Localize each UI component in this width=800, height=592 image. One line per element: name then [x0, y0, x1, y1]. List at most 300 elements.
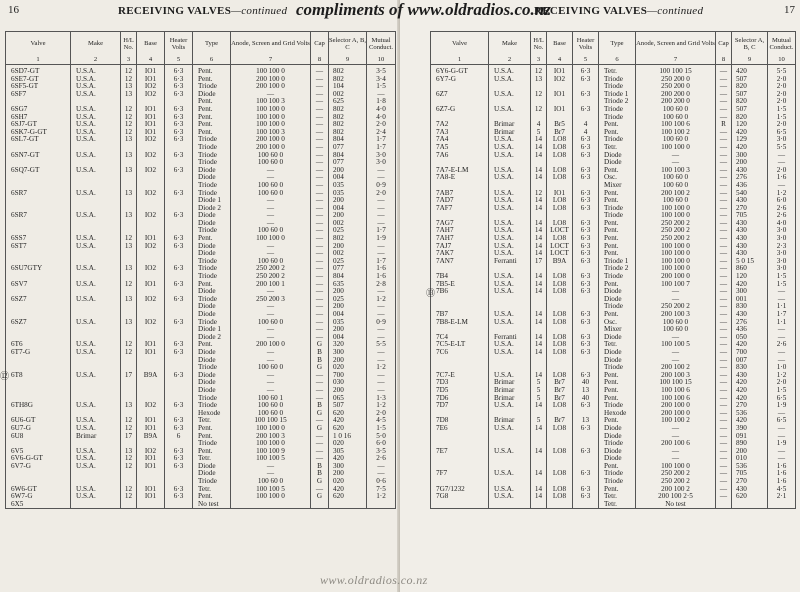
column-number: 7 [231, 55, 311, 65]
table-row [431, 136, 796, 144]
table-row [431, 68, 796, 76]
table-cell: 14 [531, 205, 547, 213]
table-cell: 100 100 9 [231, 448, 311, 456]
table-cell [489, 114, 531, 122]
table-cell: 820 [732, 114, 768, 122]
table-cell: 6·3 [573, 167, 599, 175]
table-cell: 035 [329, 190, 367, 198]
table-cell: 430 [732, 311, 768, 319]
table-cell: 7AN7 [431, 258, 489, 266]
table-cell: — [716, 250, 732, 258]
table-cell [6, 205, 71, 213]
table-cell: 6·3 [573, 486, 599, 494]
table-cell: 12 [121, 68, 137, 76]
table-cell: Pent. [599, 417, 636, 425]
right-margin-marker: ⑬ [426, 288, 436, 298]
table-cell: LO8 [547, 493, 573, 501]
table-cell: 620 [732, 493, 768, 501]
table-cell: — [636, 448, 716, 456]
table-cell: — [716, 91, 732, 99]
table-cell: — [311, 197, 329, 205]
table-cell: 6·3 [573, 425, 599, 433]
table-cell: IO2 [137, 265, 165, 273]
table-cell: Pent. [599, 190, 636, 198]
table-cell: 420 [732, 395, 768, 403]
table-cell: 100 60 0 [231, 364, 311, 372]
table-cell: U.S.A. [489, 319, 531, 327]
table-cell: U.S.A. [71, 493, 121, 501]
table-cell: — [311, 190, 329, 198]
table-cell: 7B6 [431, 288, 489, 296]
table-cell: 6·3 [165, 114, 193, 122]
column-number: 1 [431, 55, 489, 65]
table-cell: 276 [732, 319, 768, 327]
column-header: Valve [6, 32, 71, 56]
table-cell: 420 [732, 68, 768, 76]
table-cell [573, 440, 599, 448]
table-cell: 6·3 [573, 319, 599, 327]
table-cell: 6·3 [165, 243, 193, 251]
table-cell [716, 501, 732, 509]
table-cell: — [311, 440, 329, 448]
table-cell: 300 [329, 349, 367, 357]
table-row [431, 364, 796, 372]
table-cell: — [716, 227, 732, 235]
column-header: Cap [311, 32, 329, 56]
table-cell: IO2 [137, 212, 165, 220]
column-header: Make [71, 32, 121, 56]
table-cell [6, 227, 71, 235]
table-row [431, 334, 796, 342]
table-cell: 5 [531, 417, 547, 425]
table-cell: 200 100 3 [636, 372, 716, 380]
table-cell: 6·0 [367, 440, 396, 448]
table-cell: 200 100 6 [636, 440, 716, 448]
table-cell: Br7 [547, 387, 573, 395]
table-row [431, 159, 796, 167]
table-cell [489, 455, 531, 463]
table-cell: Triode [193, 258, 231, 266]
table-cell [121, 98, 137, 106]
table-cell: 100 100 6 [636, 387, 716, 395]
table-cell: 14 [531, 152, 547, 160]
table-row [431, 281, 796, 289]
table-cell: 12 [121, 106, 137, 114]
table-cell [165, 501, 193, 509]
table-cell: 5 [531, 379, 547, 387]
column-header: Base [137, 32, 165, 56]
table-cell: 13 [531, 76, 547, 84]
table-cell [547, 212, 573, 220]
table-cell: IO2 [137, 448, 165, 456]
table-cell: 13 [121, 152, 137, 160]
table-cell [71, 410, 121, 418]
left-margin-marker: ⑫ [0, 371, 10, 381]
table-cell: 430 [732, 486, 768, 494]
table-cell: 7C6 [431, 349, 489, 357]
table-cell [137, 501, 165, 509]
table-row [6, 250, 396, 258]
table-cell: 6T8 [6, 372, 71, 380]
table-cell: 200 [329, 357, 367, 365]
table-cell: — [716, 265, 732, 273]
table-cell [121, 288, 137, 296]
table-cell: 7G8 [431, 493, 489, 501]
table-cell [531, 265, 547, 273]
table-cell: — [311, 98, 329, 106]
column-number: 2 [71, 55, 121, 65]
table-cell: Tetr. [599, 144, 636, 152]
table-cell: 100 60 0 [231, 319, 311, 327]
table-cell: 14 [531, 273, 547, 281]
table-cell: 6Y6-G-GT [431, 68, 489, 76]
table-cell [489, 364, 531, 372]
table-cell: 1·7 [367, 144, 396, 152]
table-cell: 5 0 15 [732, 258, 768, 266]
table-cell: 0·9 [367, 182, 396, 190]
table-cell: 1·5 [768, 273, 796, 281]
table-cell: Pent. [193, 106, 231, 114]
table-cell: U.S.A. [489, 167, 531, 175]
table-row [431, 319, 796, 327]
table-cell: Triode [599, 478, 636, 486]
table-cell: LO8 [547, 174, 573, 182]
table-cell [137, 144, 165, 152]
table-cell: Pent. [193, 281, 231, 289]
column-header: Selector A, B, C [732, 32, 768, 56]
table-cell: U.S.A. [71, 167, 121, 175]
column-number: 9 [732, 55, 768, 65]
table-cell: Pent. [193, 433, 231, 441]
table-cell: Osc. [599, 319, 636, 327]
table-cell: 1·6 [367, 265, 396, 273]
table-cell: 17 [121, 372, 137, 380]
table-cell: 12 [121, 341, 137, 349]
table-cell: G [311, 425, 329, 433]
table-row [431, 288, 796, 296]
table-cell: 802 [329, 121, 367, 129]
table-cell [431, 182, 489, 190]
table-row [431, 379, 796, 387]
table-cell: 6·3 [573, 311, 599, 319]
table-cell: 4·0 [768, 220, 796, 228]
table-cell: 507 [732, 106, 768, 114]
table-cell: 6SF7 [6, 91, 71, 99]
table-cell: Pent. [599, 129, 636, 137]
table-cell [71, 334, 121, 342]
table-row [6, 296, 396, 304]
column-header: Heater Volts [165, 32, 193, 56]
table-cell: 6·3 [165, 106, 193, 114]
table-cell: 077 [329, 144, 367, 152]
table-cell [137, 379, 165, 387]
table-cell: U.S.A. [489, 190, 531, 198]
table-cell: IO1 [137, 121, 165, 129]
table-cell: 7AK7 [431, 250, 489, 258]
table-cell: 7B8-E-LM [431, 319, 489, 327]
table-cell [6, 326, 71, 334]
table-cell [71, 273, 121, 281]
table-cell [531, 296, 547, 304]
table-cell: LO8 [547, 425, 573, 433]
table-cell: — [716, 402, 732, 410]
column-header: Anode, Screen and Grid Volts [231, 32, 311, 56]
table-cell: LO8 [547, 197, 573, 205]
table-row [6, 440, 396, 448]
table-cell: 6·3 [165, 417, 193, 425]
table-cell: Triode 1 [599, 258, 636, 266]
table-cell: 129 [732, 136, 768, 144]
table-cell: 3·5 [367, 448, 396, 456]
table-cell: Diode [193, 463, 231, 471]
table-cell: Diode [193, 220, 231, 228]
table-cell: 13 [121, 212, 137, 220]
table-cell: Triode [599, 303, 636, 311]
table-cell: — [231, 197, 311, 205]
table-cell [531, 478, 547, 486]
table-cell: — [716, 463, 732, 471]
table-cell: U.S.A. [71, 121, 121, 129]
table-cell: — [367, 326, 396, 334]
table-cell: 507 [329, 402, 367, 410]
table-cell: 6T7-G [6, 349, 71, 357]
table-cell: — [231, 334, 311, 342]
table-cell: — [311, 83, 329, 91]
table-cell: Tetr. [599, 493, 636, 501]
column-number: 5 [573, 55, 599, 65]
table-cell: IO2 [137, 296, 165, 304]
table-cell: — [311, 273, 329, 281]
table-cell: — [716, 144, 732, 152]
table-row [6, 455, 396, 463]
table-cell [6, 410, 71, 418]
table-cell: 100 60 1 [231, 395, 311, 403]
table-cell [71, 182, 121, 190]
table-cell: — [311, 182, 329, 190]
table-cell: 200 100 0 [231, 144, 311, 152]
table-cell [121, 326, 137, 334]
table-cell: — [636, 357, 716, 365]
table-cell: 025 [329, 227, 367, 235]
left-page-number: 16 [8, 4, 19, 16]
table-cell: IO1 [137, 349, 165, 357]
table-cell: LO8 [547, 372, 573, 380]
table-cell: 6·3 [165, 136, 193, 144]
table-cell [489, 326, 531, 334]
table-cell: 12 [121, 235, 137, 243]
column-header: Type [599, 32, 636, 56]
table-cell: Pent. [193, 129, 231, 137]
table-cell: — [311, 288, 329, 296]
table-cell: Diode [599, 152, 636, 160]
table-cell [329, 501, 367, 509]
table-cell [531, 364, 547, 372]
table-cell: 020 [329, 478, 367, 486]
table-row [6, 379, 396, 387]
table-cell: 6U8 [6, 433, 71, 441]
table-cell [121, 357, 137, 365]
table-cell: 6·3 [573, 76, 599, 84]
table-cell: — [231, 288, 311, 296]
table-cell: 100 60 0 [636, 136, 716, 144]
column-number: 3 [531, 55, 547, 65]
table-cell: IO1 [137, 281, 165, 289]
table-cell: 802 [329, 235, 367, 243]
table-cell: Diode [193, 349, 231, 357]
table-cell: 100 100 0 [636, 212, 716, 220]
table-cell: 12 [531, 106, 547, 114]
table-cell: 6·3 [573, 470, 599, 478]
table-cell [71, 395, 121, 403]
table-cell: LO8 [547, 152, 573, 160]
table-cell: — [311, 220, 329, 228]
table-cell: 7C5-E-LT [431, 341, 489, 349]
table-cell: U.S.A. [489, 91, 531, 99]
table-row [431, 372, 796, 380]
table-row [431, 455, 796, 463]
table-cell: Pent. [599, 395, 636, 403]
table-cell: — [311, 250, 329, 258]
table-cell [6, 258, 71, 266]
column-number: 7 [636, 55, 716, 65]
table-cell: — [716, 341, 732, 349]
table-cell [573, 455, 599, 463]
table-cell: 430 [732, 243, 768, 251]
table-cell: 4·0 [367, 106, 396, 114]
table-cell [137, 440, 165, 448]
table-cell [531, 410, 547, 418]
watermark-top: compliments of www.oldradios.co.nz [296, 0, 551, 19]
right-valve-table [430, 31, 796, 509]
table-cell: IO1 [137, 417, 165, 425]
table-cell [431, 364, 489, 372]
table-cell: Pent. [599, 167, 636, 175]
table-cell: Diode [599, 334, 636, 342]
table-cell: 100 60 0 [231, 159, 311, 167]
table-cell: Diode [599, 288, 636, 296]
table-cell: 802 [329, 76, 367, 84]
table-cell: 7D5 [431, 387, 489, 395]
table-cell [547, 364, 573, 372]
table-cell: 250 200 2 [636, 227, 716, 235]
table-cell: 6Y7-G [431, 76, 489, 84]
table-cell: Tetr. [599, 501, 636, 509]
table-cell [165, 288, 193, 296]
table-cell: Triode 2 [599, 265, 636, 273]
table-row [431, 91, 796, 99]
table-cell: 14 [531, 197, 547, 205]
table-cell: — [311, 212, 329, 220]
table-cell [121, 387, 137, 395]
table-cell: 1·2 [367, 364, 396, 372]
table-cell: 830 [732, 364, 768, 372]
table-cell: 100 100 5 [636, 341, 716, 349]
table-cell: Diode [193, 357, 231, 365]
table-cell: 276 [732, 174, 768, 182]
table-cell: LO8 [547, 136, 573, 144]
table-cell: U.S.A. [489, 288, 531, 296]
table-cell: — [636, 159, 716, 167]
table-cell: 100 100 5 [231, 486, 311, 494]
table-cell: 100 60 0 [231, 190, 311, 198]
table-cell: — [716, 273, 732, 281]
table-row [6, 303, 396, 311]
table-cell: 100 100 0 [231, 68, 311, 76]
table-cell: — [311, 144, 329, 152]
table-cell: 030 [329, 379, 367, 387]
table-cell [531, 303, 547, 311]
table-cell: Diode [193, 288, 231, 296]
table-cell: 12 [531, 190, 547, 198]
table-cell: Triode [599, 76, 636, 84]
table-cell [121, 182, 137, 190]
table-cell: Triode [599, 136, 636, 144]
table-cell: — [716, 136, 732, 144]
table-cell: No test [636, 501, 716, 509]
table-cell [165, 379, 193, 387]
table-cell: 7C7-E [431, 372, 489, 380]
table-cell: 100 60 0 [636, 106, 716, 114]
table-cell: 6·3 [573, 68, 599, 76]
table-cell [431, 265, 489, 273]
table-cell: Brimar [489, 417, 531, 425]
table-row [6, 106, 396, 114]
table-cell [165, 258, 193, 266]
table-cell: U.S.A. [71, 136, 121, 144]
table-cell: 002 [329, 250, 367, 258]
table-cell: 3·4 [367, 76, 396, 84]
table-cell: Pent. [599, 463, 636, 471]
table-cell [165, 250, 193, 258]
table-cell: Mixer [599, 326, 636, 334]
table-cell [71, 303, 121, 311]
table-cell: 6·3 [165, 455, 193, 463]
table-cell: Diode [193, 470, 231, 478]
table-cell: — [367, 372, 396, 380]
table-row [431, 387, 796, 395]
table-cell: B [311, 463, 329, 471]
table-cell: 820 [732, 83, 768, 91]
column-number: 8 [311, 55, 329, 65]
table-cell [231, 501, 311, 509]
table-cell: 7D6 [431, 395, 489, 403]
table-cell: Osc. [599, 174, 636, 182]
table-cell: 2·0 [768, 121, 796, 129]
table-cell: IO2 [137, 190, 165, 198]
table-cell: U.S.A. [489, 68, 531, 76]
table-cell: — [231, 91, 311, 99]
table-cell: — [716, 152, 732, 160]
table-cell: — [768, 296, 796, 304]
left-running-title: RECEIVING VALVES—continued [118, 5, 288, 17]
table-cell: 100 60 0 [231, 402, 311, 410]
table-cell [573, 265, 599, 273]
table-cell [547, 159, 573, 167]
table-row [6, 486, 396, 494]
table-cell [489, 501, 531, 509]
table-cell: 830 [732, 303, 768, 311]
table-cell: Triode [193, 296, 231, 304]
table-cell: 6SG7 [6, 106, 71, 114]
table-cell [489, 83, 531, 91]
table-cell: B [311, 349, 329, 357]
table-cell: LO8 [547, 402, 573, 410]
table-cell [137, 326, 165, 334]
table-cell: 6·0 [768, 197, 796, 205]
table-cell [531, 212, 547, 220]
table-cell: U.S.A. [71, 455, 121, 463]
table-cell: IO2 [137, 243, 165, 251]
